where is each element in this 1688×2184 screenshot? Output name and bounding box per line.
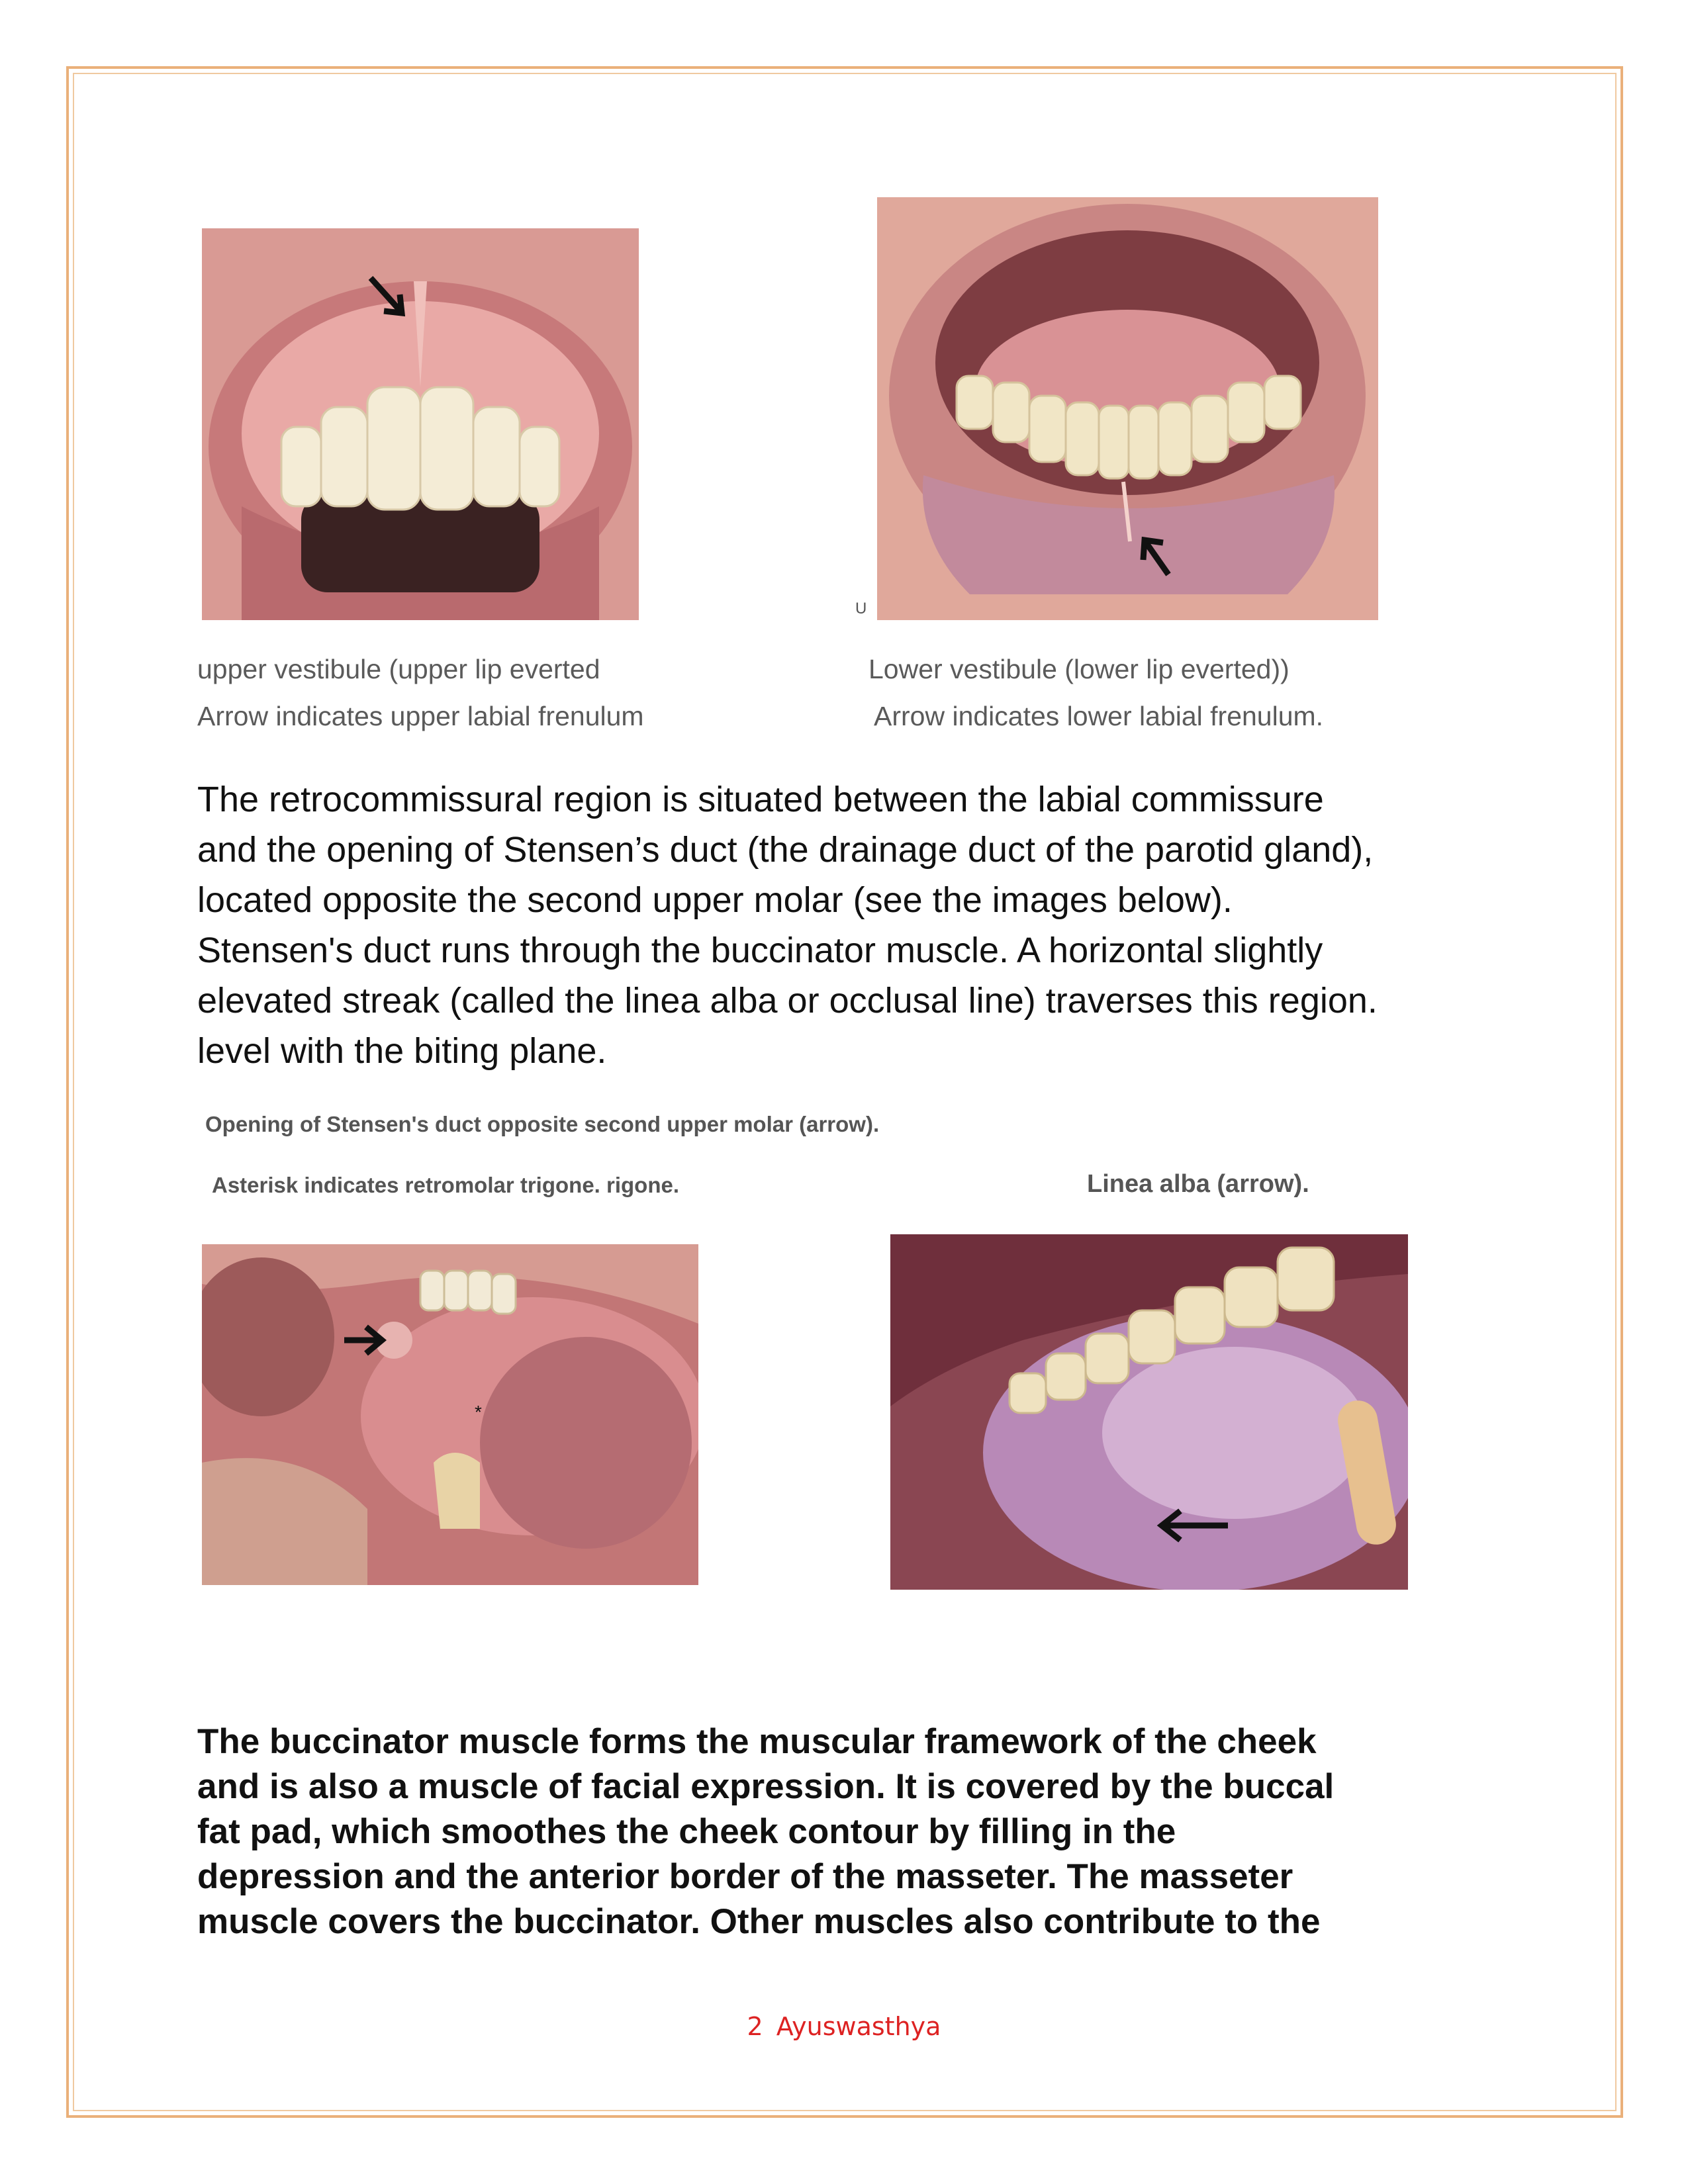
mouth-photo-lower-vestibule-icon — [877, 197, 1378, 620]
linea-alba-photo — [890, 1234, 1408, 1590]
stensen-duct-photo — [202, 1244, 698, 1585]
buccinator-paragraph — [197, 1719, 1515, 1944]
paragraph-line: fat pad, which smoothes the cheek contour by filling in the — [197, 1812, 1176, 1851]
paragraph-line: muscle covers the buccinator. Other muscles also contribute to the — [197, 1902, 1321, 1941]
upper-vestibule-caption-2: Arrow indicates upper labial frenulum — [197, 701, 644, 731]
paragraph-line: The retrocommissural region is situated between the labial commissure — [197, 780, 1324, 819]
paragraph-line: Stensen's duct runs through the buccinator muscle. A horizontal slightly — [197, 931, 1323, 970]
upper-vestibule-caption-1: upper vestibule (upper lip everted — [197, 654, 600, 684]
paragraph-line: depression and the anterior border of the masseter. The masseter — [197, 1857, 1293, 1896]
retrocommissural-paragraph — [197, 774, 1495, 1076]
lower-vestibule-photo — [877, 197, 1378, 620]
paragraph-line: level with the biting plane. — [197, 1031, 607, 1071]
paragraph-line: and is also a muscle of facial expression. It is covered by the buccal — [197, 1767, 1335, 1806]
stensen-duct-caption-title: Opening of Stensen's duct opposite second upper molar (arrow). — [205, 1112, 880, 1136]
paragraph-line: The buccinator muscle forms the muscular framework of the cheek — [197, 1722, 1317, 1761]
lower-vestibule-caption-2: Arrow indicates lower labial frenulum. — [874, 701, 1324, 731]
paragraph-line: elevated streak (called the linea alba or occlusal line) traverses this region. — [197, 981, 1378, 1021]
page-number: 2 — [747, 2012, 763, 2041]
paragraph-line: and the opening of Stensen’s duct (the drainage duct of the parotid gland), — [197, 830, 1374, 870]
mouth-photo-linea-alba-icon — [890, 1234, 1408, 1590]
paragraph-line: located opposite the second upper molar (see the images below). — [197, 880, 1233, 920]
stensen-duct-caption-sub: Asterisk indicates retromolar trigone. rigone. — [212, 1173, 680, 1197]
stray-mark: U — [855, 600, 867, 617]
footer-brand: Ayuswasthya — [776, 2012, 941, 2041]
page-footer — [0, 2012, 1688, 2041]
linea-alba-caption: Linea alba (arrow). — [1087, 1170, 1309, 1198]
lower-vestibule-caption-1: Lower vestibule (lower lip everted)) — [868, 654, 1289, 684]
mouth-photo-upper-vestibule-icon — [202, 228, 639, 620]
mouth-photo-stensen-duct-icon — [202, 1244, 698, 1585]
upper-vestibule-photo — [202, 228, 639, 620]
retromolar-asterisk: * — [475, 1402, 482, 1422]
